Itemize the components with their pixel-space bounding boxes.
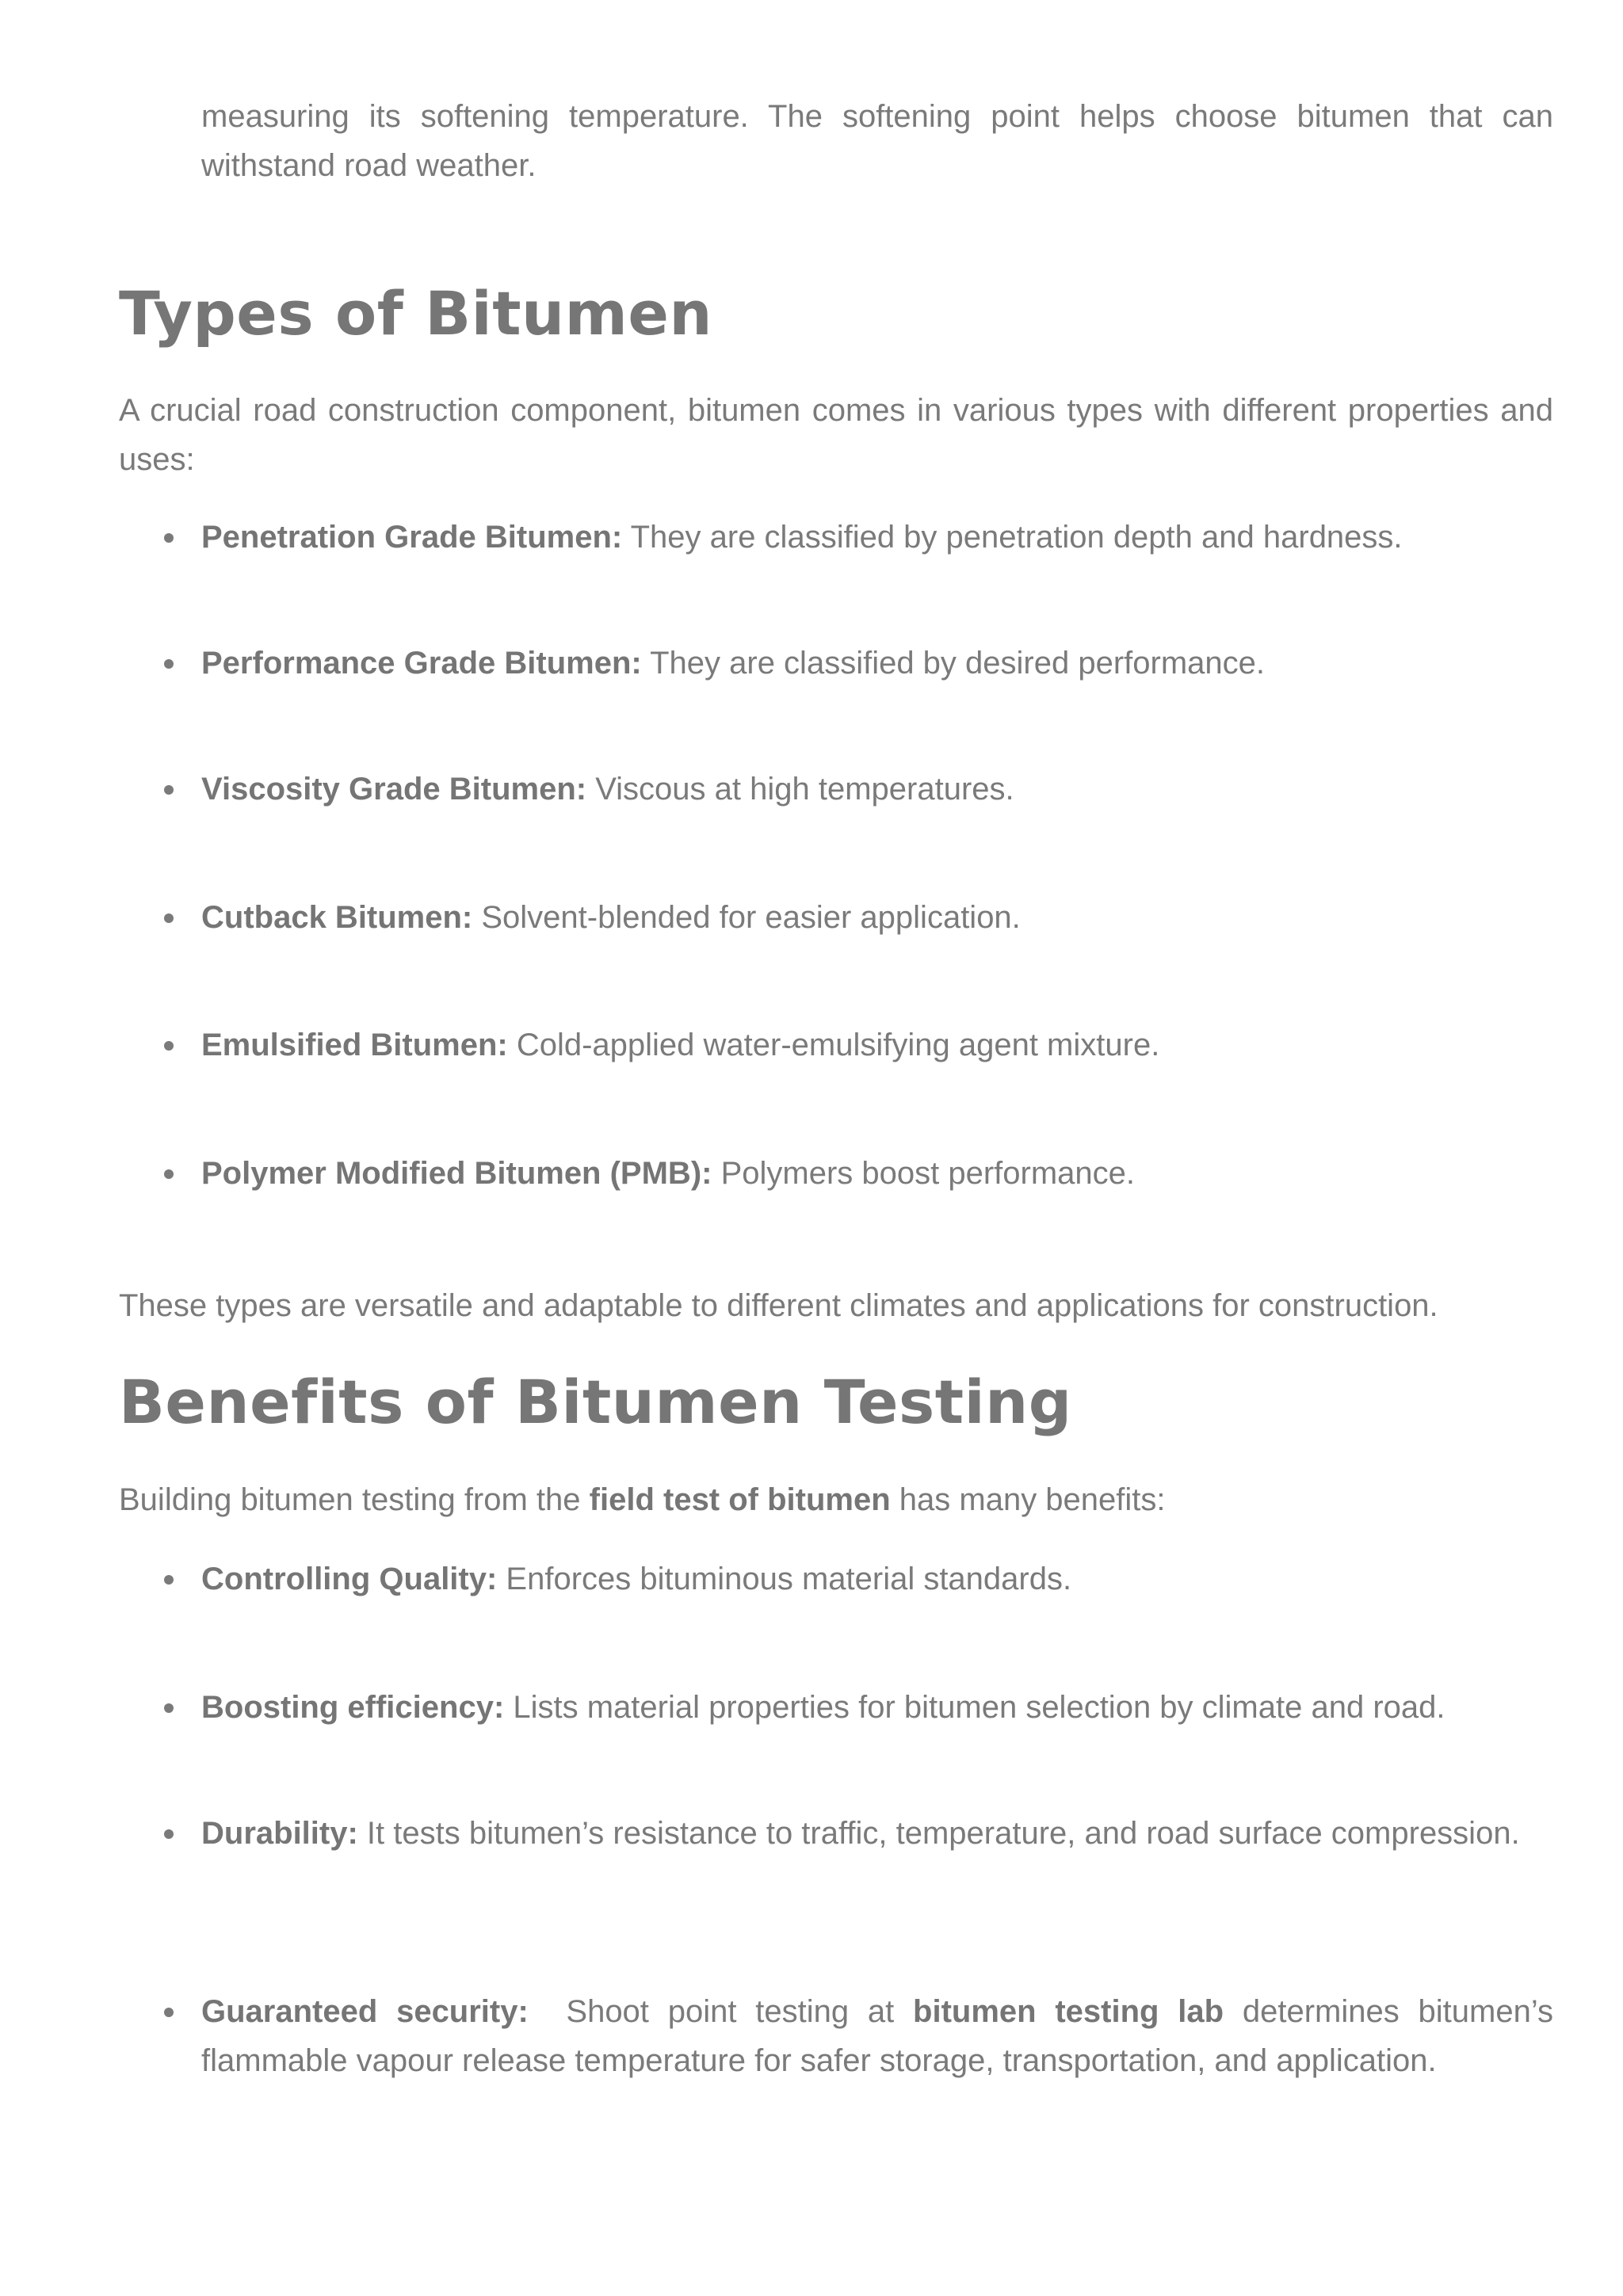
list-item bbox=[201, 1987, 1553, 2085]
benefits-intro-before: Building bitumen testing from the bbox=[119, 1482, 590, 1517]
benefits-heading: Benefits of Bitumen Testing bbox=[119, 1367, 1072, 1437]
bullet-icon bbox=[164, 2008, 174, 2017]
bullet-icon bbox=[164, 659, 174, 669]
list-item-desc-after: determines bitumen’s flammable vapour release temperature for safer storage, transportation, and application. bbox=[201, 1994, 1553, 2078]
bullet-icon bbox=[164, 1575, 174, 1585]
benefits-intro-paragraph bbox=[119, 1475, 1553, 1524]
bullet-icon bbox=[164, 1829, 174, 1839]
list-item-term: Durability: bbox=[201, 1816, 358, 1851]
list-item-desc: They are classified by penetration depth and hardness. bbox=[622, 520, 1403, 555]
types-heading: Types of Bitumen bbox=[119, 278, 712, 349]
bullet-icon bbox=[164, 533, 174, 543]
bullet-icon bbox=[164, 785, 174, 795]
list-item-desc: Lists material properties for bitumen selection by climate and road. bbox=[504, 1690, 1445, 1725]
list-item bbox=[201, 1149, 1553, 1198]
list-item-desc: Solvent-blended for easier application. bbox=[472, 900, 1021, 935]
types-outro-paragraph: These types are versatile and adaptable to different climates and applications for construction. bbox=[119, 1288, 1438, 1323]
list-item bbox=[201, 1683, 1553, 1732]
list-item-term: Emulsified Bitumen: bbox=[201, 1028, 508, 1062]
list-item-term: Controlling Quality: bbox=[201, 1562, 498, 1596]
list-item-desc: It tests bitumen’s resistance to traffic, temperature, and road surface compression. bbox=[357, 1816, 1520, 1851]
bitumen-testing-lab-term: bitumen testing lab bbox=[913, 1994, 1224, 2029]
list-item-term: Penetration Grade Bitumen: bbox=[201, 520, 623, 555]
intro-continued-paragraph: measuring its softening temperature. The softening point helps choose bitumen that can withstand road weather. bbox=[201, 99, 1553, 183]
list-item bbox=[201, 639, 1553, 688]
bullet-icon bbox=[164, 1041, 174, 1051]
list-item-term: Guaranteed security: bbox=[201, 1994, 529, 2029]
list-item bbox=[201, 1809, 1553, 1858]
list-item-desc: They are classified by desired performance. bbox=[641, 646, 1266, 681]
list-item bbox=[201, 513, 1553, 562]
list-item bbox=[201, 893, 1553, 942]
bullet-icon bbox=[164, 913, 174, 923]
benefits-intro-bold: field test of bitumen bbox=[589, 1482, 891, 1517]
types-intro-paragraph: A crucial road construction component, bitumen comes in various types with different properties and uses: bbox=[119, 393, 1553, 477]
list-item-desc: Cold-applied water-emulsifying agent mixture. bbox=[507, 1028, 1160, 1062]
list-item bbox=[201, 1554, 1553, 1604]
list-item bbox=[201, 765, 1553, 814]
list-item-term: Viscosity Grade Bitumen: bbox=[201, 772, 587, 807]
list-item-term: Cutback Bitumen: bbox=[201, 900, 473, 935]
list-item bbox=[201, 1020, 1553, 1070]
list-item-desc: Enforces bituminous material standards. bbox=[497, 1562, 1072, 1596]
list-item-desc: Polymers boost performance. bbox=[712, 1156, 1136, 1191]
bullet-icon bbox=[164, 1703, 174, 1713]
list-item-term: Boosting efficiency: bbox=[201, 1690, 505, 1725]
list-item-term: Polymer Modified Bitumen (PMB): bbox=[201, 1156, 712, 1191]
list-item-desc: Viscous at high temperatures. bbox=[586, 772, 1014, 807]
list-item-term: Performance Grade Bitumen: bbox=[201, 646, 642, 681]
bullet-icon bbox=[164, 1169, 174, 1179]
benefits-intro-after: has many benefits: bbox=[890, 1482, 1166, 1517]
list-item-desc-before: Shoot point testing at bbox=[528, 1994, 914, 2029]
